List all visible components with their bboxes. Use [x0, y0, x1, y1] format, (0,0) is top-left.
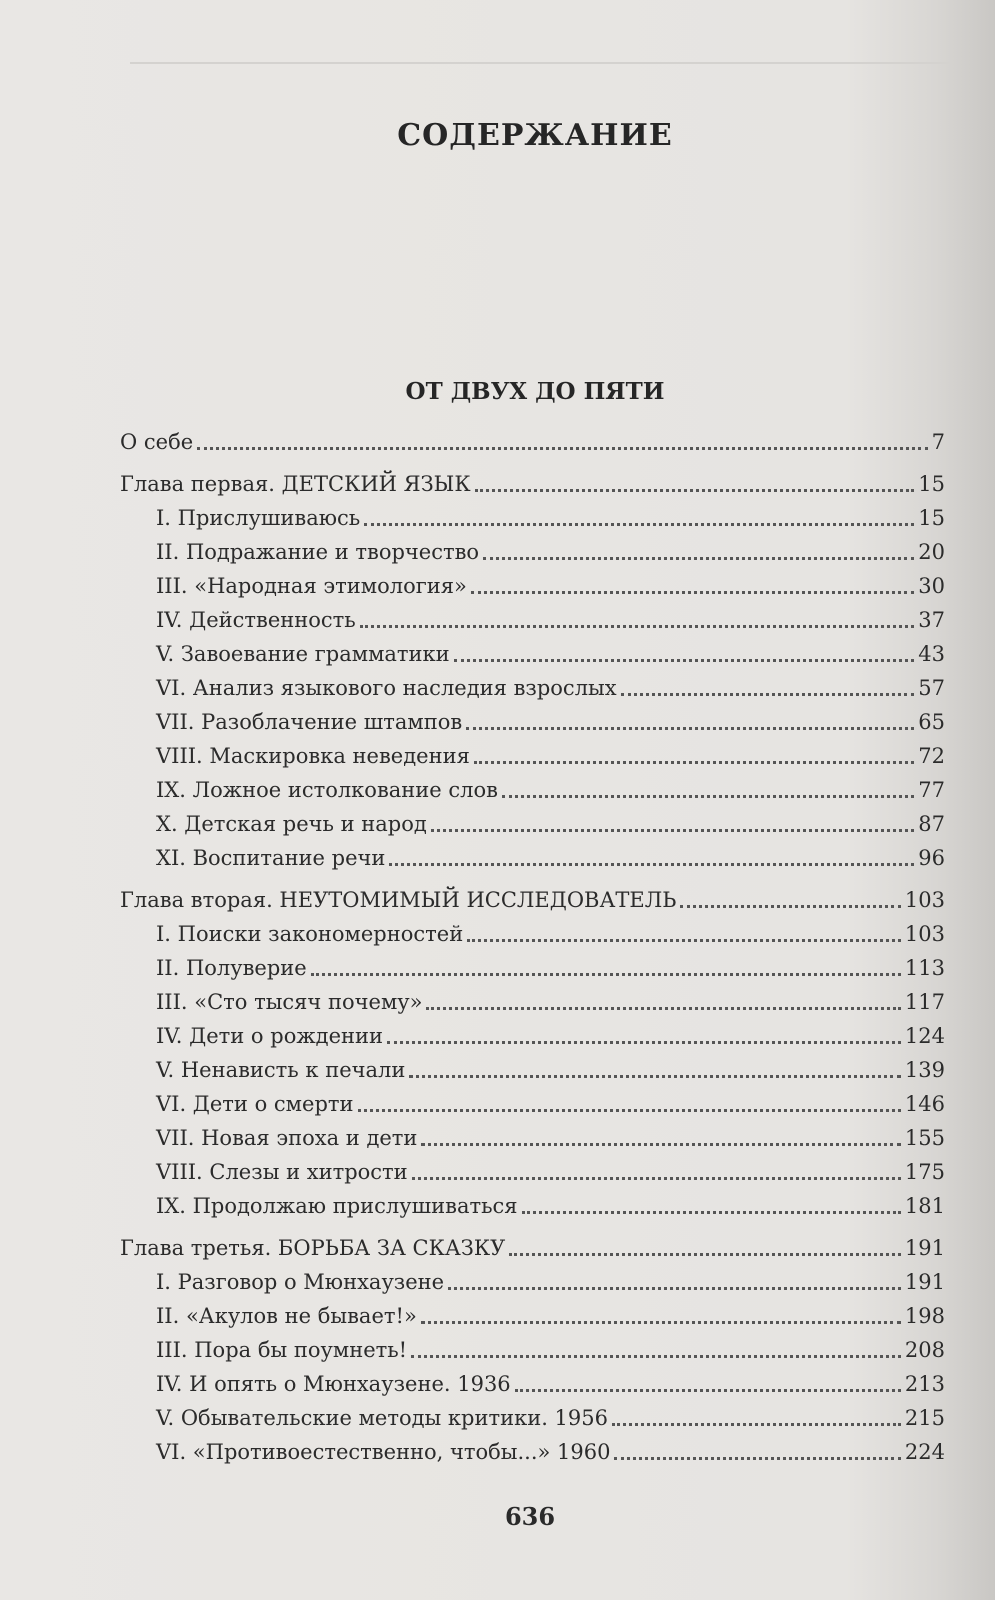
toc-page-number: 224: [904, 1440, 945, 1464]
dot-leader: [502, 795, 914, 798]
dot-leader: [389, 863, 914, 866]
toc-page-number: 213: [904, 1372, 945, 1396]
dot-leader: [412, 1177, 901, 1180]
dot-leader: [612, 1423, 901, 1426]
dot-leader: [454, 659, 915, 662]
toc-page-number: 7: [931, 430, 945, 454]
toc-entry-title: VII. Новая эпоха и дети: [156, 1126, 418, 1150]
toc-entry-title: II. Подражание и творчество: [156, 540, 480, 564]
toc-page-number: 139: [904, 1058, 945, 1082]
toc-entry-row: [120, 739, 945, 773]
toc-entry-title: О себе: [120, 430, 194, 454]
toc-entry-row: [120, 1121, 945, 1155]
dot-leader: [483, 557, 914, 560]
toc-entry-title: V. Завоевание грамматики: [156, 642, 450, 666]
toc-page-number: 72: [918, 744, 945, 768]
dot-leader: [448, 1287, 901, 1290]
toc-entry-title: V. Ненависть к печали: [156, 1058, 406, 1082]
toc-entry-row: [120, 1367, 945, 1401]
toc-entry-row: [120, 841, 945, 875]
toc-entry-title: IV. И опять о Мюнхаузене. 1936: [156, 1372, 511, 1396]
toc-entry-row: [120, 671, 945, 705]
dot-leader: [409, 1075, 901, 1078]
toc-entry-title: III. «Народная этимология»: [156, 574, 467, 598]
toc-page-number: 65: [918, 710, 945, 734]
toc-entry-title: I. Прислушиваюсь: [156, 506, 361, 530]
toc-entry-row: [120, 1333, 945, 1367]
toc-page-number: 208: [904, 1338, 945, 1362]
toc-entry-title: VIII. Слезы и хитрости: [156, 1160, 408, 1184]
toc-entry-row: [120, 985, 945, 1019]
toc-page-number: 191: [904, 1270, 945, 1294]
toc-entry-title: VI. Анализ языкового наследия взрослых: [156, 676, 617, 700]
toc-page-number: 57: [918, 676, 945, 700]
toc-entry-row: [120, 1019, 945, 1053]
toc-entry-title: III. «Сто тысяч почему»: [156, 990, 423, 1014]
dot-leader: [431, 829, 914, 832]
section-title: ОТ ДВУХ ДО ПЯТИ: [405, 378, 665, 405]
page-title: СОДЕРЖАНИЕ: [397, 118, 673, 153]
toc-entry-title: V. Обывательские методы критики. 1956: [156, 1406, 609, 1430]
toc-page-number: 37: [918, 608, 945, 632]
toc-page-number: 198: [904, 1304, 945, 1328]
toc-page-number: 30: [918, 574, 945, 598]
dot-leader: [364, 523, 914, 526]
toc-page-number: 103: [904, 888, 945, 912]
toc-entry-title: II. Полуверие: [156, 956, 307, 980]
toc-entry-row: [120, 951, 945, 985]
dot-leader: [509, 1253, 901, 1256]
toc-entry-row: [120, 637, 945, 671]
toc-entry-row: [120, 569, 945, 603]
toc-entry-row: [120, 1087, 945, 1121]
dot-leader: [197, 447, 927, 450]
dot-leader: [421, 1321, 901, 1324]
show-through-header: [130, 48, 950, 64]
toc-chapter-row: [120, 467, 945, 501]
dot-leader: [311, 973, 901, 976]
dot-leader: [467, 939, 901, 942]
toc-entry-row: [120, 917, 945, 951]
dot-leader: [621, 693, 915, 696]
toc-page-number: 15: [918, 506, 945, 530]
toc-entry-title: VI. Дети о смерти: [156, 1092, 354, 1116]
table-of-contents: [120, 425, 945, 1469]
toc-page-number: 103: [904, 922, 945, 946]
toc-entry-row: [120, 1401, 945, 1435]
page-number: 636: [504, 1502, 556, 1531]
toc-chapter-row: [120, 883, 945, 917]
toc-entry-title: VII. Разоблачение штампов: [156, 710, 463, 734]
toc-page-number: 113: [904, 956, 945, 980]
dot-leader: [522, 1211, 901, 1214]
dot-leader: [411, 1355, 901, 1358]
toc-entry-title: X. Детская речь и народ: [156, 812, 427, 836]
dot-leader: [614, 1457, 900, 1460]
toc-entry-row: [120, 1299, 945, 1333]
toc-entry-row: [120, 1189, 945, 1223]
toc-page-number: 20: [918, 540, 945, 564]
toc-entry-row: [120, 501, 945, 535]
toc-page-number: 15: [918, 472, 945, 496]
toc-entry-title: Глава первая. ДЕТСКИЙ ЯЗЫК: [120, 472, 471, 496]
toc-entry-title: IX. Ложное истолкование слов: [156, 778, 498, 802]
toc-page-number: 191: [904, 1236, 945, 1260]
dot-leader: [680, 905, 901, 908]
toc-entry-row: [120, 1435, 945, 1469]
toc-entry-title: VIII. Маскировка неведения: [156, 744, 470, 768]
toc-chapter-row: [120, 1231, 945, 1265]
dot-leader: [475, 489, 915, 492]
dot-leader: [360, 625, 915, 628]
toc-entry-title: I. Поиски закономерностей: [156, 922, 464, 946]
toc-entry-title: IV. Дети о рождении: [156, 1024, 384, 1048]
dot-leader: [421, 1143, 900, 1146]
toc-entry-title: III. Пора бы поумнеть!: [156, 1338, 408, 1362]
toc-page-number: 87: [918, 812, 945, 836]
toc-entry-title: Глава вторая. НЕУТОМИМЫЙ ИССЛЕДОВАТЕЛЬ: [120, 888, 677, 912]
dot-leader: [515, 1389, 901, 1392]
toc-page-number: 181: [904, 1194, 945, 1218]
dot-leader: [387, 1041, 901, 1044]
toc-page-number: 77: [918, 778, 945, 802]
toc-entry-row: [120, 603, 945, 637]
toc-entry-row: [120, 1053, 945, 1087]
toc-entry-row: [120, 535, 945, 569]
toc-entry-title: II. «Акулов не бывает!»: [156, 1304, 417, 1328]
toc-entry-title: VI. «Противоестественно, чтобы...» 1960: [156, 1440, 611, 1464]
toc-page-number: 43: [918, 642, 945, 666]
toc-entry-row: [120, 705, 945, 739]
dot-leader: [466, 727, 914, 730]
toc-entry-row: [120, 1265, 945, 1299]
toc-page-number: 175: [904, 1160, 945, 1184]
toc-entry-title: XI. Воспитание речи: [156, 846, 386, 870]
dot-leader: [358, 1109, 901, 1112]
toc-entry-title: IX. Продолжаю прислушиваться: [156, 1194, 518, 1218]
toc-page-number: 124: [904, 1024, 945, 1048]
toc-page-number: 146: [904, 1092, 945, 1116]
toc-entry-row: [120, 807, 945, 841]
toc-entry-title: I. Разговор о Мюнхаузене: [156, 1270, 445, 1294]
toc-chapter-row: [120, 425, 945, 459]
toc-entry-row: [120, 1155, 945, 1189]
toc-entry-title: Глава третья. БОРЬБА ЗА СКАЗКУ: [120, 1236, 506, 1260]
toc-page-number: 155: [904, 1126, 945, 1150]
dot-leader: [474, 761, 914, 764]
toc-entry-row: [120, 773, 945, 807]
dot-leader: [471, 591, 914, 594]
dot-leader: [426, 1007, 900, 1010]
toc-page-number: 96: [918, 846, 945, 870]
toc-page-number: 215: [904, 1406, 945, 1430]
toc-entry-title: IV. Действенность: [156, 608, 356, 632]
toc-page-number: 117: [904, 990, 945, 1014]
